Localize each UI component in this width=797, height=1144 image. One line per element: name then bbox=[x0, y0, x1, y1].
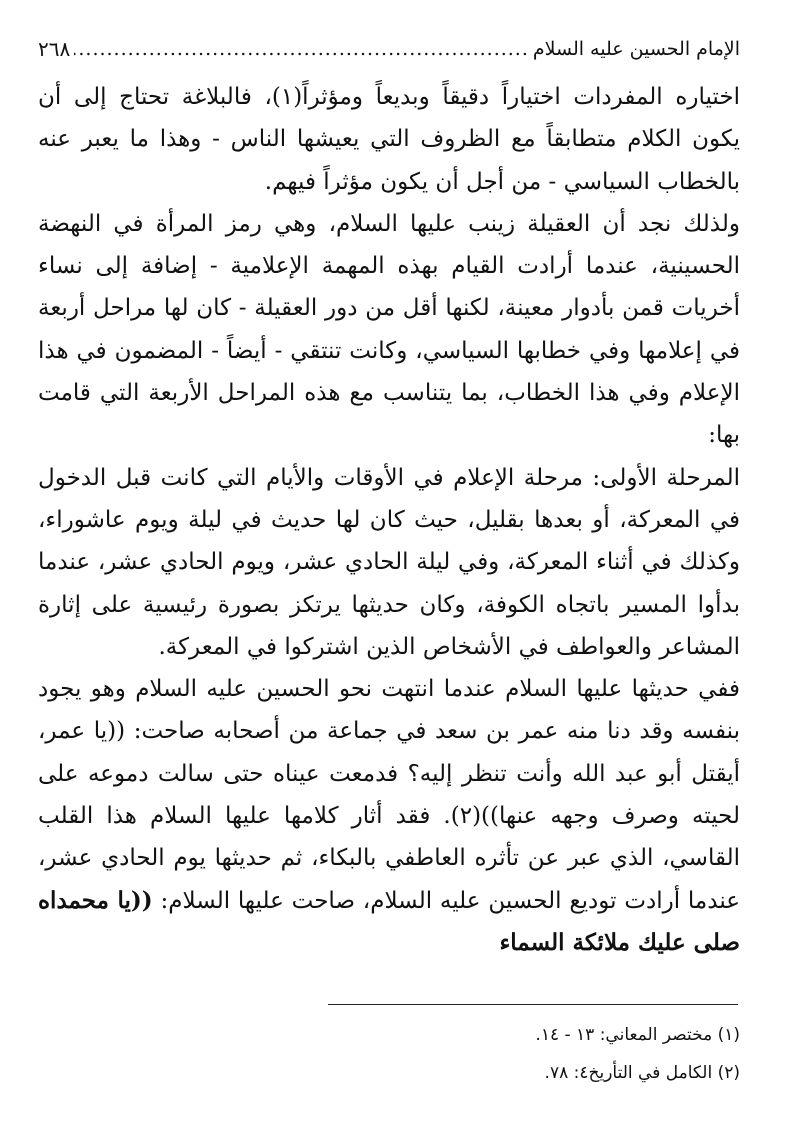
body-text bbox=[38, 76, 740, 964]
header-leader-dots bbox=[74, 38, 529, 60]
footnote-2: (٢) الكامل في التأريخ٤: ٧٨. bbox=[544, 1063, 740, 1083]
paragraph-2: ولذلك نجد أن العقيلة زينب عليها السلام، وهي رمز المرأة في النهضة الحسينية، عندما أرادت القيام بهذه المهمة الإعلامية - إضافة إلى نساء أخريات قمن بأدوار معينة، لكنها أقل من دور العقيلة - كان لها مراحل أربعة في إعلامها وفي خطابها السياسي، وكانت تنتقي - أيضاً - المضمون في هذا الإعلام وفي هذا الخطاب، بما يتناسب مع هذه المراحل الأربعة التي قامت بها: bbox=[38, 210, 740, 449]
paragraph-4-bold-quote: ((يا محمداه صلى عليك ملائكة السماء bbox=[38, 886, 740, 956]
paragraph-1: اختياره المفردات اختياراً دقيقاً وبديعاً ومؤثراً(١)، فالبلاغة تحتاج إلى أن يكون الكلام متطابقاً مع الظروف التي يعيشها الناس - وهذا ما يعبر عنه بالخطاب السياسي - من أجل أن يكون مؤثراً فيهم. bbox=[38, 84, 740, 195]
running-header bbox=[38, 28, 740, 60]
paragraph-4 bbox=[38, 668, 740, 964]
paragraph-3: المرحلة الأولى: مرحلة الإعلام في الأوقات والأيام التي كانت قبل الدخول في المعركة، أو بعدها بقليل، حيث كان لها حديث في ليلة ويوم عاشوراء، وكذلك في أثناء المعركة، وفي ليلة الحادي عشر، ويوم الحادي عشر، عندما بدأوا المسير باتجاه الكوفة، وكان حديثها يرتكز بصورة رئيسية على إثارة المشاعر والعواطف في الأشخاص الذين اشتركوا في المعركة. bbox=[38, 464, 740, 660]
header-title: الإمام الحسين عليه السلام bbox=[532, 38, 740, 60]
footnotes bbox=[38, 1016, 740, 1092]
footnote-separator bbox=[328, 1004, 738, 1005]
page-number: ٢٦٨ bbox=[38, 37, 71, 61]
paragraph-4-text: ففي حديثها عليها السلام عندما انتهت نحو الحسين عليه السلام وهو يجود بنفسه وقد دنا منه عمر بن سعد في جماعة من أصحابه صاحت: ((يا عمر، أيقتل أبو عبد الله وأنت تنظر إليه؟ فدمعت عيناه حتى سالت دموعه على لحيته وصرف وجهه عنها))(٢). فقد أثار كلامها عليها السلام هذا القلب القاسي، الذي عبر عن تأثره العاطفي بالبكاء، ثم حديثها يوم الحادي عشر، عندما أرادت توديع الحسين عليه السلام، صاحت عليها السلام: bbox=[38, 676, 741, 914]
document-page bbox=[38, 28, 740, 964]
footnote-1: (١) مختصر المعاني: ١٣ - ١٤. bbox=[535, 1025, 740, 1045]
